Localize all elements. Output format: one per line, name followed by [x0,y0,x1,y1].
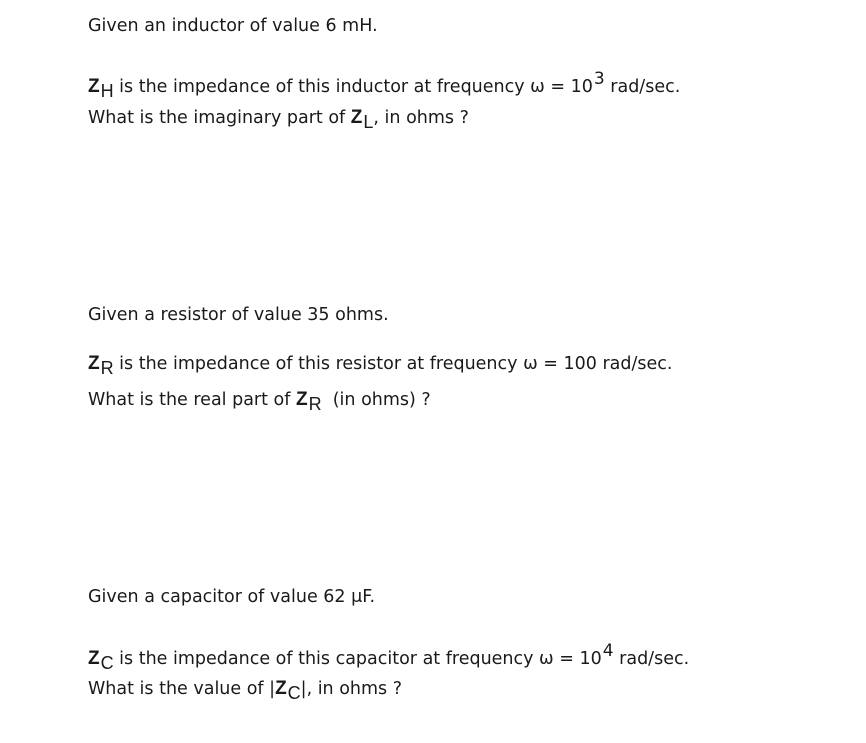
impedance-subscript: R [100,358,114,378]
impedance-subscript: R [308,394,322,414]
impedance-symbol: Z [88,76,100,97]
problem-3-given: Given a capacitor of value 62 μF. [88,587,376,607]
impedance-subscript: C [287,683,301,703]
problem-3-question [88,679,402,702]
problem-3-statement [88,643,689,672]
impedance-symbol: Z [295,389,308,410]
statement-text: is the impedance of this resistor at frequency ω = 100 rad/sec. [113,354,673,374]
impedance-symbol: Z [88,353,100,374]
impedance-symbol: Z [350,107,363,128]
problem-2-given: Given a resistor of value 35 ohms. [88,305,389,325]
question-prefix: What is the real part of [88,390,296,410]
question-prefix: What is the value of | [88,679,276,699]
impedance-symbol: Z [88,648,100,669]
question-suffix: , in ohms ? [373,108,469,128]
statement-text: is the impedance of this inductor at frequency ω = 10 [113,77,593,97]
problem-1-given: Given an inductor of value 6 mH. [88,16,378,36]
problem-1-statement [88,71,680,100]
problem-1-question [88,108,469,131]
impedance-subscript: C [100,653,114,673]
problem-2-statement [88,354,672,377]
frequency-exponent: 4 [602,641,614,661]
frequency-unit: rad/sec. [613,649,690,669]
impedance-subscript: L [363,112,374,132]
impedance-subscript: H [100,81,114,101]
frequency-exponent: 3 [593,69,605,89]
question-suffix: |, in ohms ? [300,679,403,699]
statement-text: is the impedance of this capacitor at frequency ω = 10 [113,649,602,669]
impedance-symbol: Z [275,678,287,699]
problem-2-question [88,390,431,413]
question-suffix: (in ohms) ? [321,390,431,410]
frequency-unit: rad/sec. [604,77,681,97]
question-prefix: What is the imaginary part of [88,108,351,128]
